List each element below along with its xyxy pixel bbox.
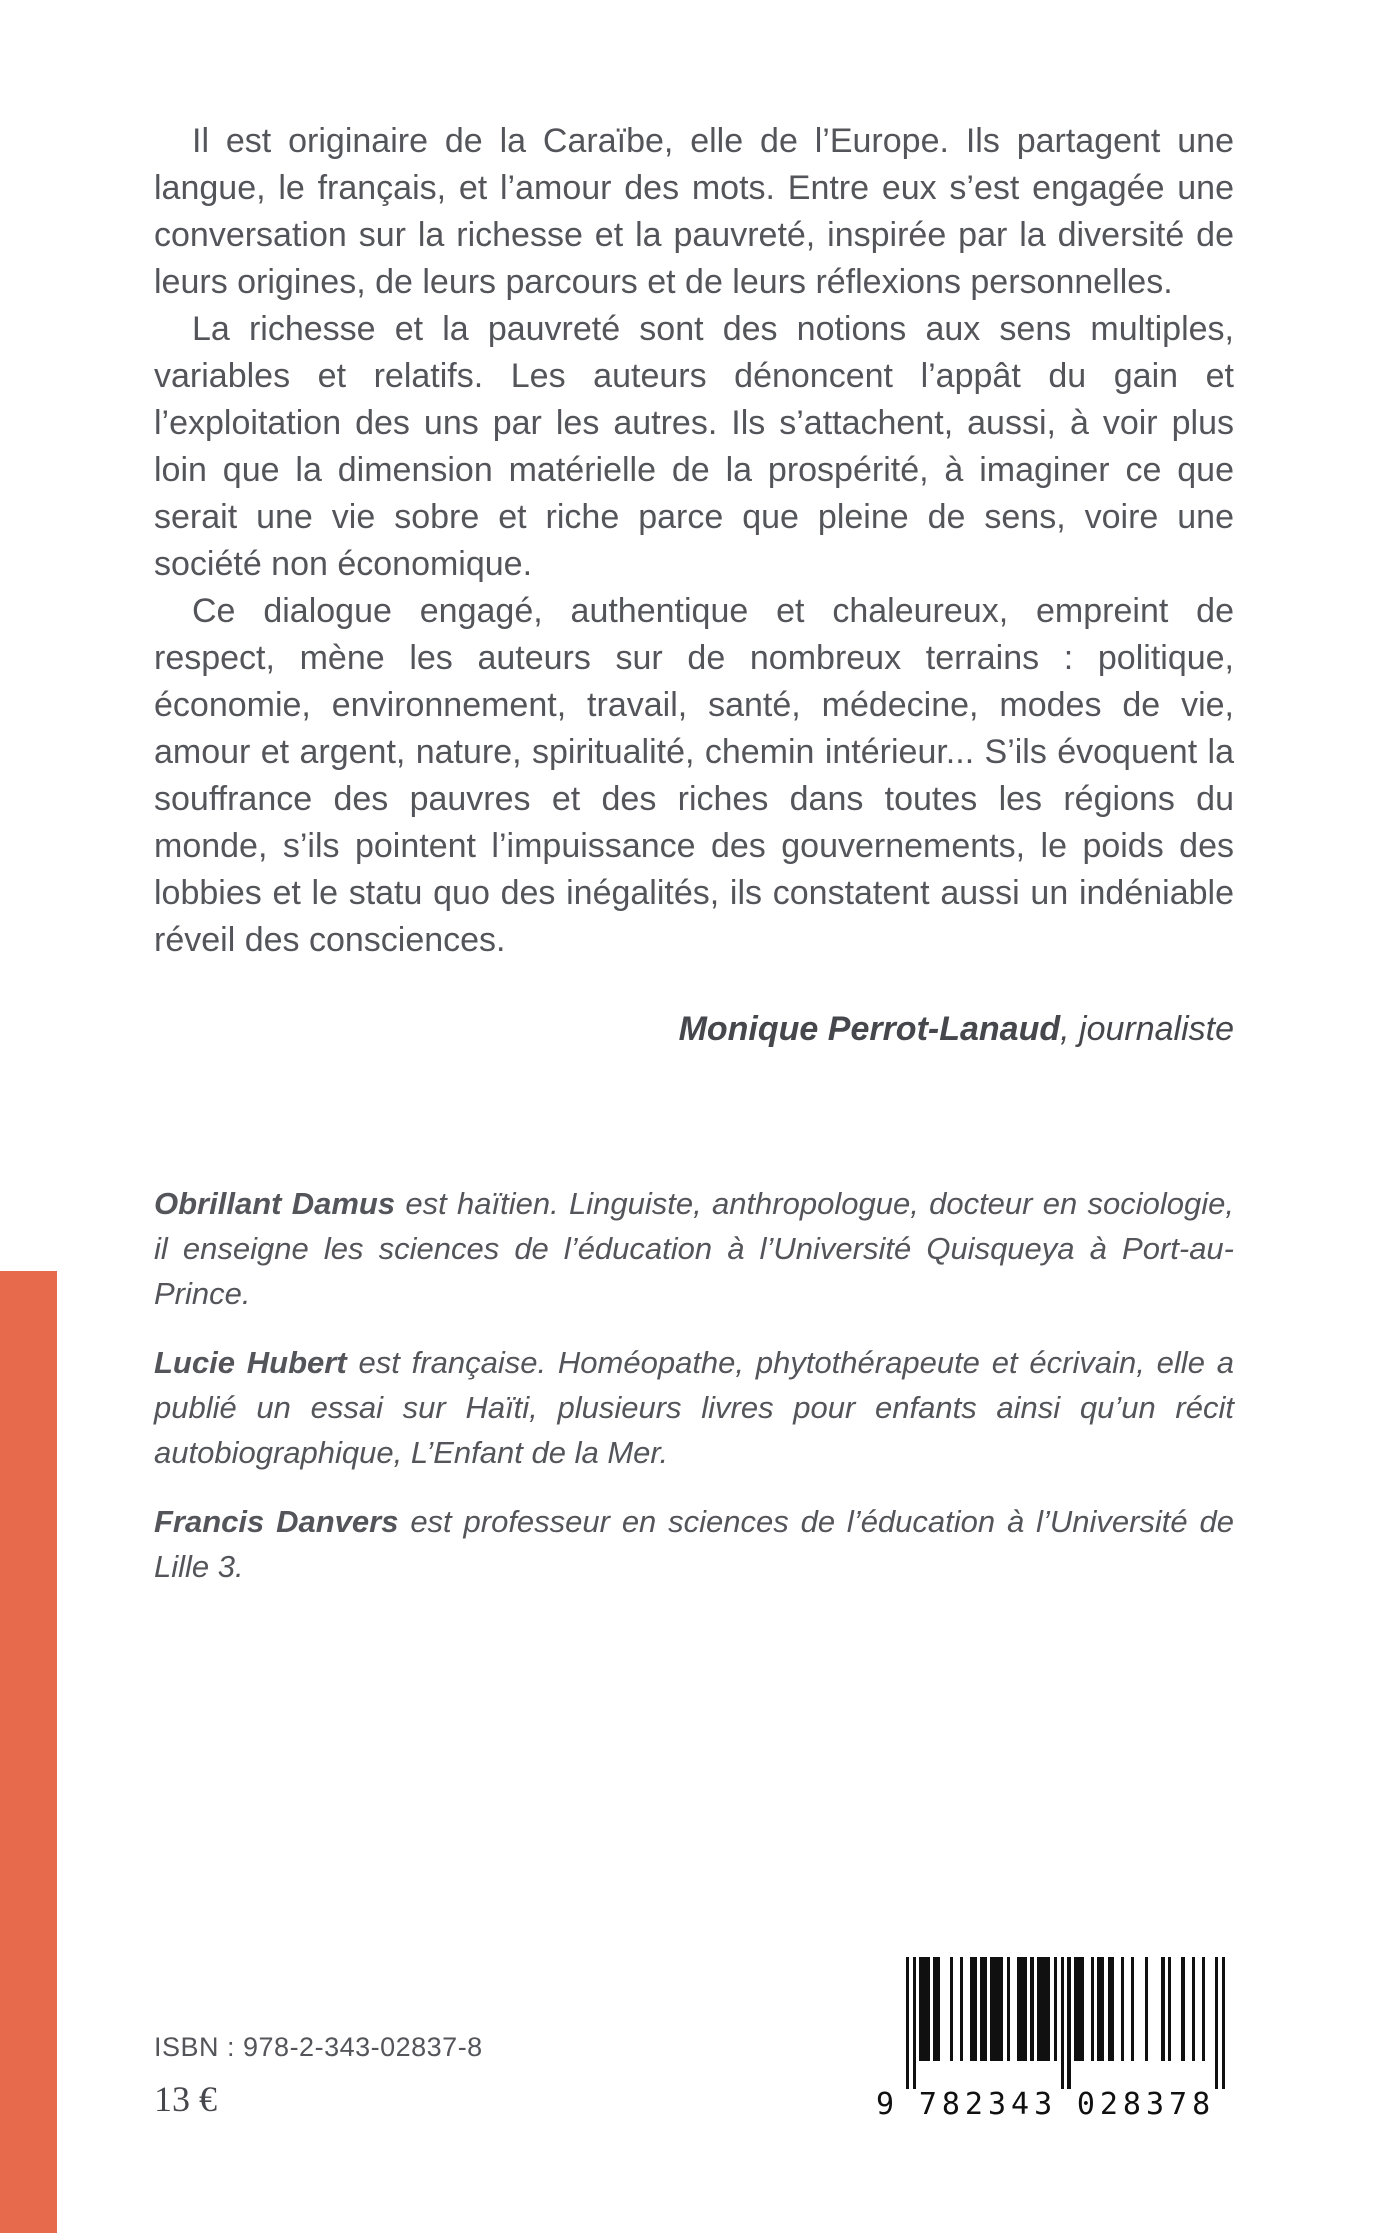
author-bio-name: Lucie Hubert — [154, 1345, 347, 1380]
back-cover-content — [154, 118, 1234, 1613]
author-bio-text: est professeur en sciences de l’éducation à l’Université de Lille 3. — [154, 1504, 1234, 1584]
author-bio — [154, 1499, 1234, 1589]
author-bio — [154, 1340, 1234, 1475]
barcode-digits-left: 782343 — [918, 2087, 1058, 2122]
synopsis — [154, 118, 1234, 964]
synopsis-paragraph: La richesse et la pauvreté sont des notions aux sens multiples, variables et relatifs. Les auteurs dénoncent l’appât du gain et l’exploitation des uns par les autres. Ils s’attachent, aussi, à voir plus loin que la dimension matérielle de la prospérité, à imaginer ce que serait une vie sobre et riche parce que pleine de sens, voire une société non économique. — [154, 310, 1234, 583]
attribution-role: , journaliste — [1060, 1010, 1234, 1048]
barcode-digit-first: 9 — [876, 2087, 895, 2122]
synopsis-paragraph: Ce dialogue engagé, authentique et chaleureux, empreint de respect, mène les auteurs sur de nombreux terrains : politique, économie, environnement, travail, santé, médecine, modes de vie, amour et argent, nature, spiritualité, chemin intérieur... S’ils évoquent la souffrance des pauvres et des riches dans toutes les régions du monde, s’ils pointent l’impuissance des gouvernements, le poids des lobbies et le statu quo des inégalités, ils constatent aussi un indéniable réveil des consciences. — [154, 592, 1234, 959]
author-bio-name: Francis Danvers — [154, 1504, 399, 1539]
attribution-line — [154, 1006, 1234, 1053]
barcode — [876, 1957, 1228, 2123]
author-bio-text: est haïtien. Linguiste, anthropologue, docteur en sociologie, il enseigne les sciences de l’éducation à l’Université Quisqueya à Port-au-Prince. — [154, 1186, 1234, 1311]
synopsis-paragraph: Il est originaire de la Caraïbe, elle de l’Europe. Ils partagent une langue, le français, et l’amour des mots. Entre eux s’est engagée une conversation sur la richesse et la pauvreté, inspirée par la diversité de leurs origines, de leurs parcours et de leurs réflexions personnelles. — [154, 122, 1234, 301]
barcode-bars — [906, 1957, 1225, 2089]
author-bio — [154, 1181, 1234, 1316]
attribution-name: Monique Perrot-Lanaud — [678, 1010, 1061, 1048]
barcode-digits-right: 028378 — [1076, 2087, 1216, 2122]
author-bios — [154, 1181, 1234, 1589]
isbn-label: ISBN : 978-2-343-02837-8 — [154, 2032, 483, 2062]
price-label: 13 € — [154, 2079, 217, 2119]
author-bio-text: est française. Homéopathe, phytothérapeute et écrivain, elle a publié un essai sur Haïti, plusieurs livres pour enfants ainsi qu’un récit autobiographique, L’Enfant de la Mer. — [154, 1345, 1234, 1470]
author-bio-name: Obrillant Damus — [154, 1186, 396, 1221]
spine-accent-bar — [0, 1271, 57, 2233]
